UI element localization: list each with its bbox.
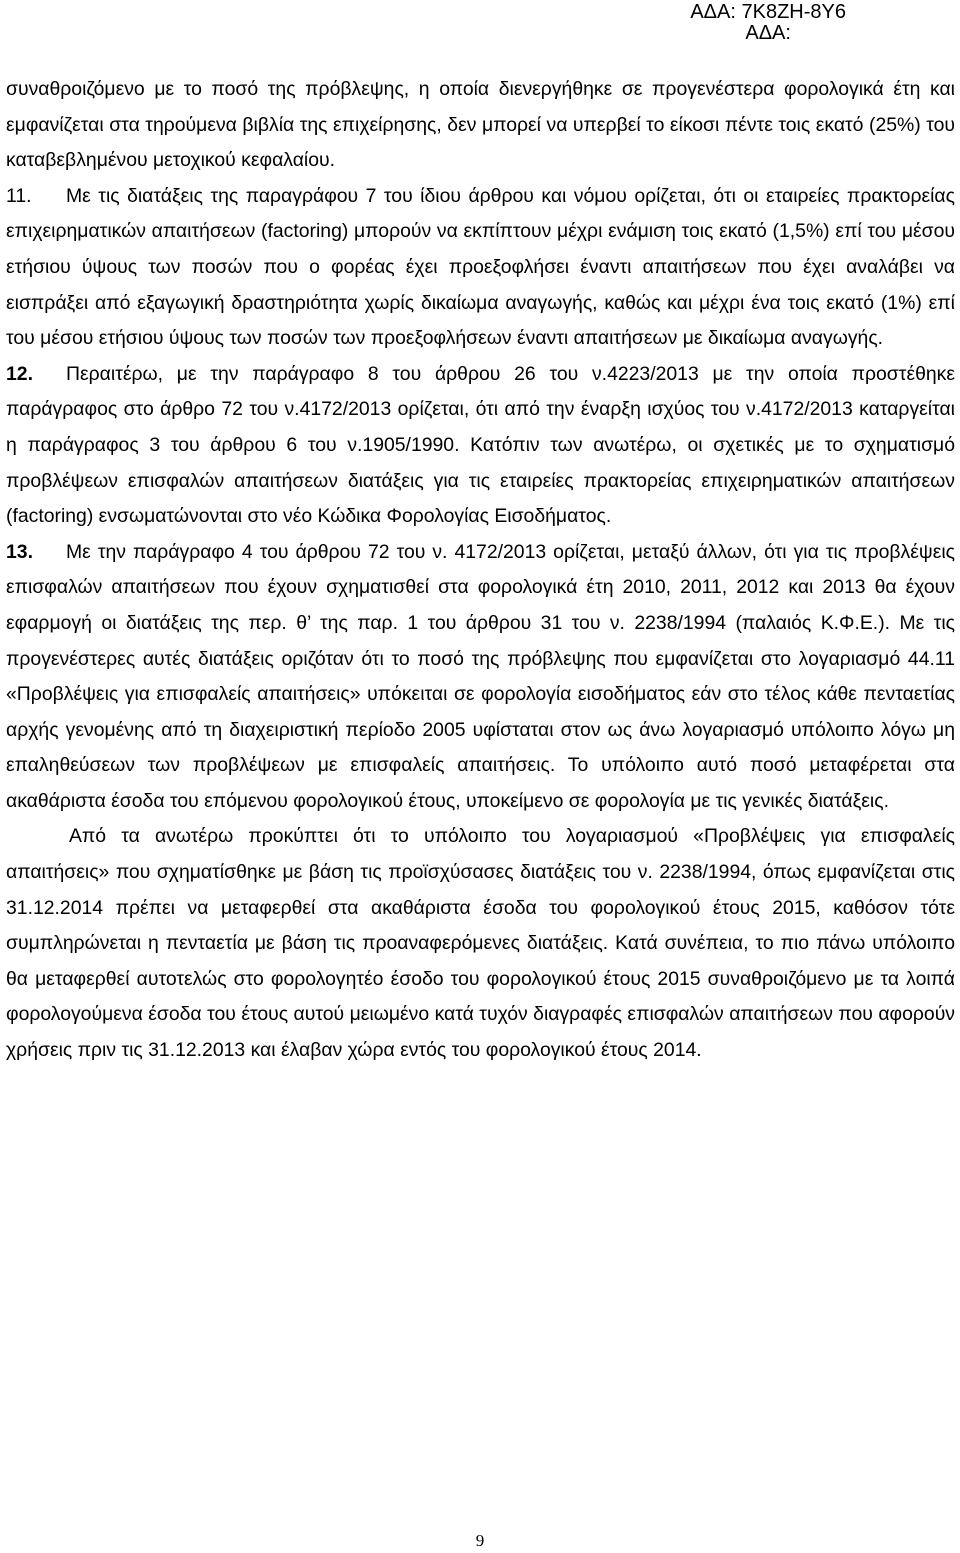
ada-header [690, 2, 846, 44]
document-body [6, 72, 955, 1069]
paragraph-conclusion: Από τα ανωτέρω προκύπτει ότι το υπόλοιπο του λογαριασμού «Προβλέψεις για επισφαλείς απαιτήσεις» που σχηματίσθηκε με βάση τις προϊσχύσασες διατάξεις του ν. 2238/1994, όπως εμφανίζεται στις 31.12.2014 πρέπει να μεταφερθεί στα ακαθάριστα έσοδα του φορολογικού έτους 2015, καθόσον τότε συμπληρώνεται η πενταετία με βάση τις προαναφερόμενες διατάξεις. Κατά συνέπεια, το πιο πάνω υπόλοιπο θα μεταφερθεί αυτοτελώς στο φορολογητέο έσοδο του φορολογικού έτους 2015 συναθροιζόμενο με τα λοιπά φορολογούμενα έσοδα του έτους αυτού μειωμένο κατά τυχόν διαγραφές επισφαλών απαιτήσεων που αφορούν χρήσεις πριν τις 31.12.2013 και έλαβαν χώρα εντός του φορολογικού έτους 2014. [6, 825, 955, 1062]
paragraph-text: Περαιτέρω, με την παράγραφο 8 του άρθρου 26 του ν.4223/2013 με την οποία προστέθηκε παράγραφος στο άρθρο 72 του ν.4172/2013 ορίζεται, ότι από την έναρξη ισχύος του ν.4172/2013 καταργείται η παράγραφος 3 του άρθρου 6 του ν.1905/1990. Κατόπιν των ανωτέρω, οι σχετικές με το σχηματισμό προβλέψεων επισφαλών απαιτήσεων διατάξεις για τις εταιρείες πρακτορείας επιχειρηματικών απαιτήσεων (factoring) ενσωματώνονται στο νέο Κώδικα Φορολογίας Εισοδήματος. [6, 362, 955, 528]
page-number: 9 [475, 1531, 485, 1550]
paragraph-13 [6, 535, 955, 820]
paragraph-text: Με την παράγραφο 4 του άρθρου 72 του ν. 4172/2013 ορίζεται, μεταξύ άλλων, ότι για τις προβλέψεις επισφαλών απαιτήσεων που έχουν σχηματισθεί στα φορολογικά έτη 2010, 2011, 2012 και 2013 θα έχουν εφαρμογή οι διατάξεις της περ. θ’ της παρ. 1 του άρθρου 31 του ν. 2238/1994 (παλαιός Κ.Φ.Ε.). Με τις προγενέστερες αυτές διατάξεις οριζόταν ότι το ποσό της πρόβλεψης που εμφανίζεται στο λογαριασμό 44.11 «Προβλέψεις για επισφαλείς απαιτήσεις» υπόκειται σε φορολογία εισοδήματος εάν στο τέλος κάθε πενταετίας αρχής γενομένης από τη διαχειριστική περίοδο 2005 υφίσταται στον ως άνω λογαριασμό υπόλοιπο λόγω μη επαληθεύσεων των προβλέψεων με επισφαλείς απαιτήσεις. Το υπόλοιπο αυτό ποσό μεταφέρεται στα ακαθάριστα έσοδα του επόμενου φορολογικού έτους, υποκείμενο σε φορολογία με τις γενικές διατάξεις. [6, 540, 955, 812]
paragraph-12 [6, 357, 955, 535]
ada-label: ΑΔΑ: [745, 22, 791, 44]
ada-code: ΑΔΑ: 7Κ8ΖΗ-8Υ6 [690, 1, 846, 23]
paragraph-11 [6, 179, 955, 357]
paragraph-number: 11. [6, 184, 32, 207]
paragraph-text: Με τις διατάξεις της παραγράφου 7 του ίδιου άρθρου και νόμου ορίζεται, ότι οι εταιρείες πρακτορείας επιχειρηματικών απαιτήσεων (factoring) μπορούν να εκπίπτουν μέχρι ενάμιση τοις εκατό (1,5%) επί του μέσου ετήσιου ύψους των ποσών που ο φορέας έχει προεξοφλήσει έναντι απαιτήσεων που έχει αναλάβει να εισπράξει από εξαγωγική δραστηριότητα χωρίς δικαίωμα αναγωγής, καθώς και μέχρι ένα τοις εκατό (1%) επί του μέσου ετήσιου ύψους των ποσών των προεξοφλήσεων έναντι απαιτήσεων με δικαίωμα αναγωγής. [6, 184, 955, 350]
paragraph-number: 12. [6, 362, 33, 385]
paragraph-number: 13. [6, 540, 33, 563]
paragraph-continuation: συναθροιζόμενο με το ποσό της πρόβλεψης, η οποία διενεργήθηκε σε προγενέστερα φορολογικά έτη και εμφανίζεται στα τηρούμενα βιβλία της επιχείρησης, δεν μπορεί να υπερβεί το είκοσι πέντε τοις εκατό (25%) του καταβεβλημένου μετοχικού κεφαλαίου. [6, 78, 955, 172]
